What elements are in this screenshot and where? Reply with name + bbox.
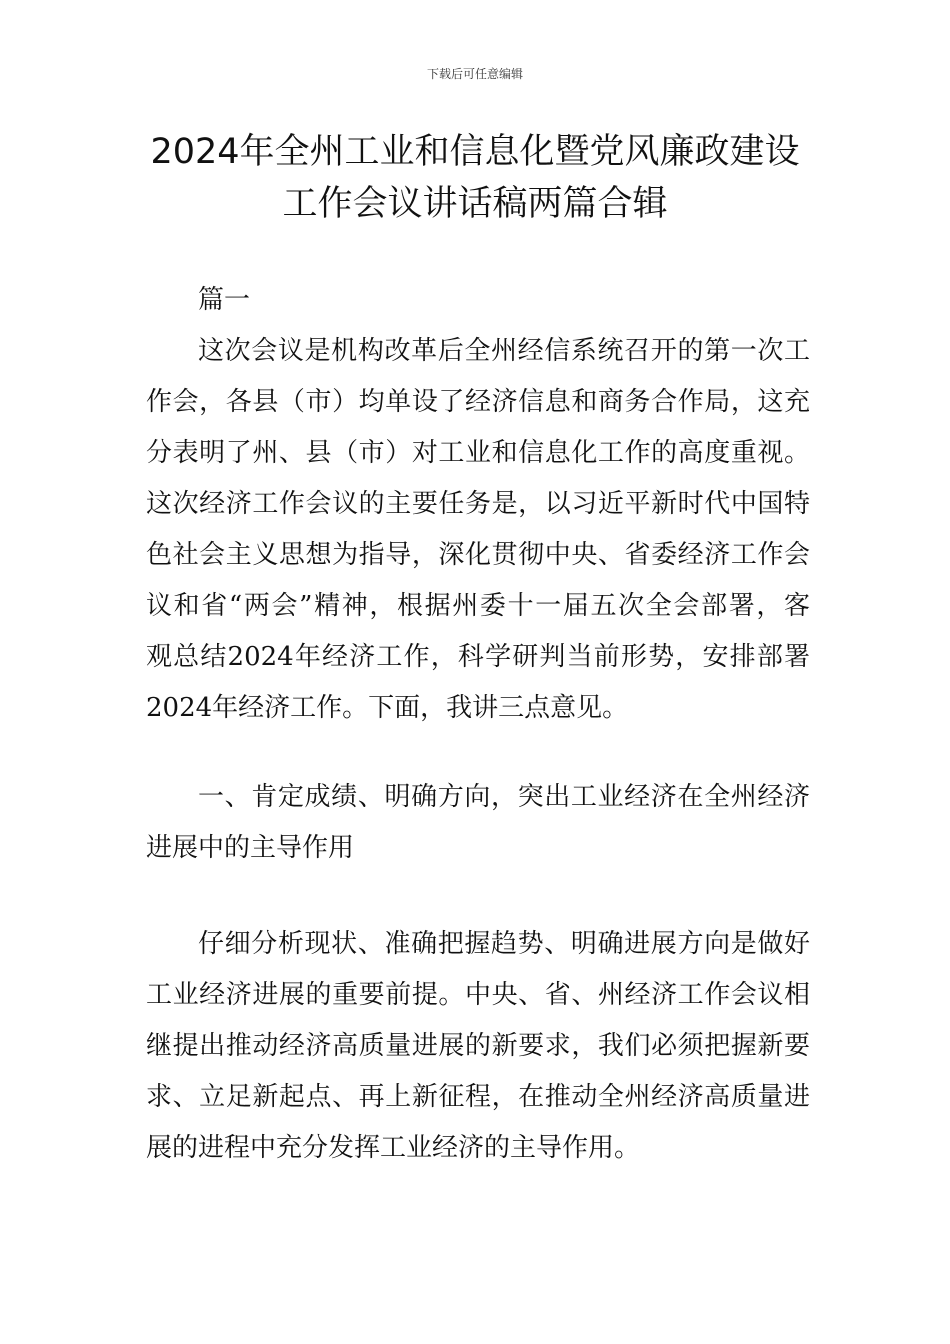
- paragraph-line: 继提出推动经济高质量进展的新要求，我们必须把握新要: [146, 1031, 810, 1061]
- section-label-block: [146, 275, 810, 326]
- section-heading-1: [146, 772, 810, 874]
- paragraph-line: 分表明了州、县（市）对工业和信息化工作的高度重视。: [146, 438, 810, 468]
- paragraph-line: 求、立足新起点、再上新征程，在推动全州经济高质量进: [146, 1082, 810, 1112]
- paragraph-2: [146, 919, 810, 1174]
- paragraph-line: 观总结2024年经济工作，科学研判当前形势，安排部署: [146, 642, 810, 672]
- paragraph-line: 工业经济进展的重要前提。中央、省、州经济工作会议相: [146, 980, 810, 1010]
- header-note: 下载后可任意编辑: [426, 67, 523, 81]
- section-label: 篇一: [198, 285, 251, 315]
- title-line-2: 工作会议讲话稿两篇合辑: [282, 184, 668, 224]
- document-title: [100, 126, 850, 230]
- paragraph-line: 色社会主义思想为指导，深化贯彻中央、省委经济工作会: [146, 540, 810, 570]
- paragraph-line: 这次经济工作会议的主要任务是，以习近平新时代中国特: [146, 489, 810, 519]
- paragraph-line: 作会，各县（市）均单设了经济信息和商务合作局，这充: [146, 387, 810, 417]
- paragraph-line: 展的进程中充分发挥工业经济的主导作用。: [146, 1133, 641, 1163]
- paragraph-1: [146, 326, 810, 734]
- heading-line: 一、肯定成绩、明确方向，突出工业经济在全州经济: [198, 782, 810, 812]
- heading-line: 进展中的主导作用: [146, 833, 355, 863]
- paragraph-line: 议和省“两会”精神，根据州委十一届五次全会部署，客: [146, 591, 810, 621]
- title-line-1: 2024年全州工业和信息化暨党风廉政建设: [150, 132, 800, 172]
- paragraph-line: 这次会议是机构改革后全州经信系统召开的第一次工: [198, 336, 810, 366]
- paragraph-line: 2024年经济工作。下面，我讲三点意见。: [146, 693, 629, 723]
- paragraph-line: 仔细分析现状、准确把握趋势、明确进展方向是做好: [198, 929, 810, 959]
